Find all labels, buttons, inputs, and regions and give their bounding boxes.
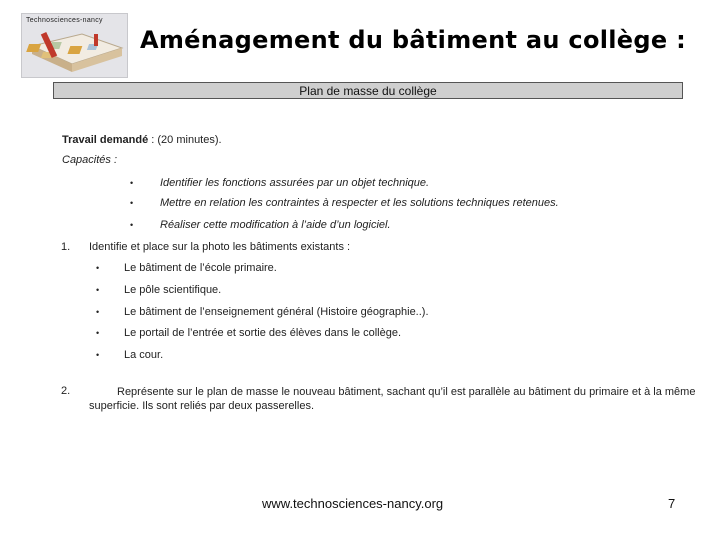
capacites-label: Capacités :: [62, 154, 118, 166]
bullet-icon: •: [130, 178, 134, 188]
building-item: • Le portail de l’entrée et sortie des élèves dans le collège.: [96, 327, 402, 339]
question-2-number: 2.: [61, 385, 71, 397]
capacite-item: • Mettre en relation les contraintes à respecter et les solutions techniques retenues.: [130, 197, 559, 209]
capacite-item: • Identifier les fonctions assurées par un objet technique.: [130, 177, 430, 189]
building-item: • Le bâtiment de l’enseignement général (Histoire géographie..).: [96, 306, 429, 318]
page-number: 7: [668, 496, 676, 511]
building-item: • La cour.: [96, 349, 164, 361]
building-item: • Le pôle scientifique.: [96, 284, 222, 296]
capacite-item: • Réaliser cette modification à l’aide d’un logiciel.: [130, 219, 391, 231]
task-detail: : (20 minutes).: [148, 134, 222, 146]
page-title: Aménagement du bâtiment au collège :: [140, 26, 686, 54]
bullet-icon: •: [96, 328, 100, 338]
building-item: • Le bâtiment de l’école primaire.: [96, 262, 277, 274]
footer-url: www.technosciences-nancy.org: [262, 496, 444, 511]
question-2-text: Représente sur le plan de masse le nouveau bâtiment, sachant qu’il est parallèle au bâtiment du primaire et à la même superficie. Ils sont reliés par deux passerelles.: [89, 386, 696, 412]
bullet-icon: •: [96, 263, 100, 273]
task-line: [62, 134, 222, 146]
question-1-text: Identifie et place sur la photo les bâtiments existants :: [89, 241, 351, 253]
section-banner: Plan de masse du collège: [53, 82, 683, 99]
bullet-icon: •: [96, 285, 100, 295]
site-logo: [21, 13, 128, 78]
question-2-block: [89, 385, 699, 413]
bullet-icon: •: [130, 220, 134, 230]
bullet-icon: •: [96, 307, 100, 317]
question-1-number: 1.: [61, 241, 71, 253]
logo-caption: Technosciences-nancy: [26, 17, 103, 24]
bullet-icon: •: [96, 350, 100, 360]
bullet-icon: •: [130, 198, 134, 208]
task-label: Travail demandé: [62, 134, 149, 146]
